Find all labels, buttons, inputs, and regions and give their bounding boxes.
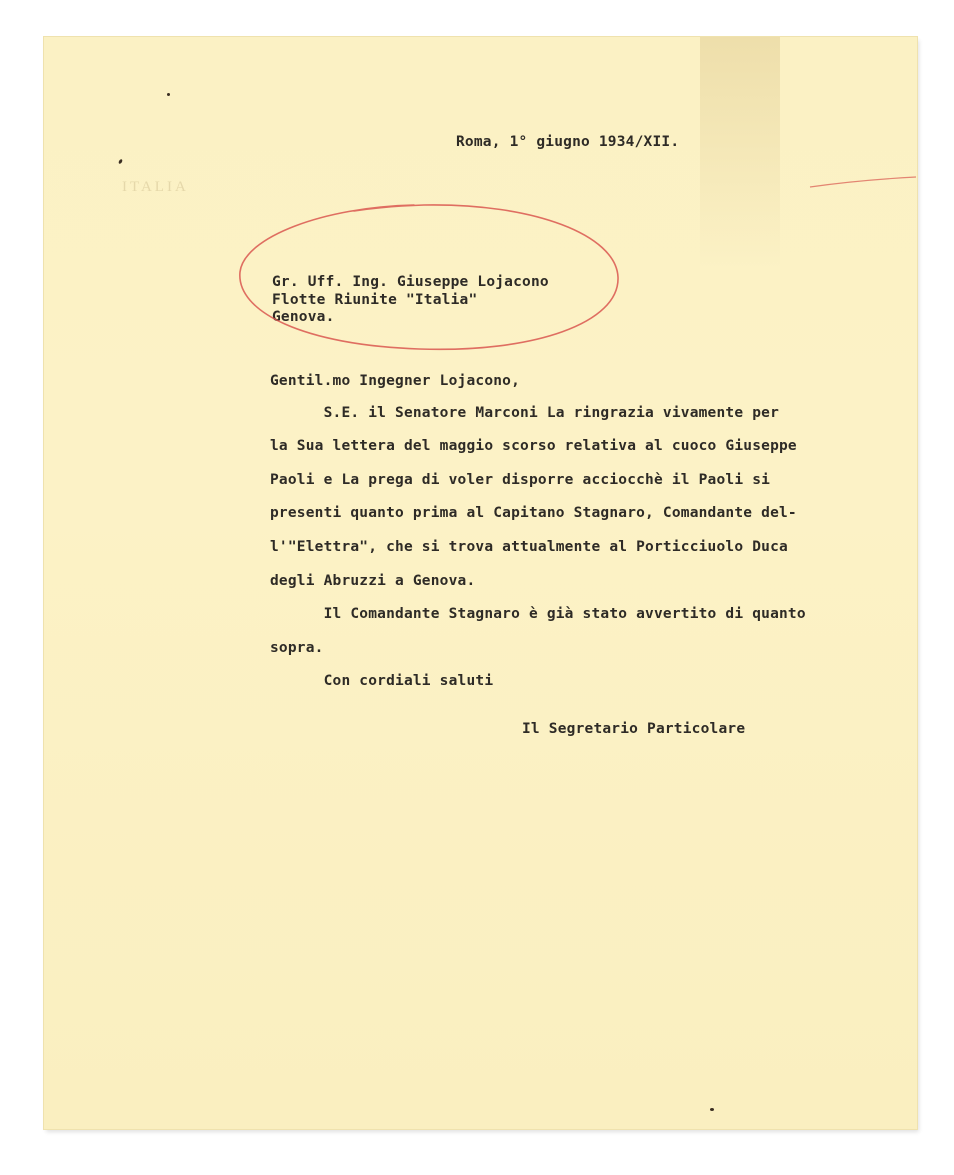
body-line: sopra.	[270, 640, 324, 656]
signature-title: Il Segretario Particolare	[522, 721, 746, 737]
recipient-line-1: Gr. Uff. Ing. Giuseppe Lojacono	[272, 274, 549, 290]
show-through-text: ITALIA	[122, 179, 189, 195]
body-line: S.E. il Senatore Marconi La ringrazia vivamente per	[270, 405, 779, 421]
body-line: presenti quanto prima al Capitano Stagnaro, Comandante del-	[270, 505, 797, 521]
ink-speck	[167, 93, 170, 96]
closing-line: Con cordiali saluti	[270, 673, 494, 689]
body-line: Paoli e La prega di voler disporre acciocchè il Paoli si	[270, 472, 771, 488]
red-pencil-mark	[808, 175, 918, 195]
body-line: la Sua lettera del maggio scorso relativa al cuoco Giuseppe	[270, 438, 797, 454]
ink-speck	[710, 1108, 714, 1111]
letter-page	[44, 37, 917, 1129]
body-line: Il Comandante Stagnaro è già stato avvertito di quanto	[270, 606, 806, 622]
body-line: l'"Elettra", che si trova attualmente al Porticciuolo Duca	[270, 539, 788, 555]
red-pencil-circle	[234, 197, 634, 357]
recipient-line-3: Genova.	[272, 309, 335, 325]
ink-speck	[118, 159, 123, 165]
recipient-line-2: Flotte Riunite "Italia"	[272, 292, 478, 308]
date-line: Roma, 1° giugno 1934/XII.	[456, 134, 680, 150]
body-line: degli Abruzzi a Genova.	[270, 573, 476, 589]
salutation: Gentil.mo Ingegner Lojacono,	[270, 373, 521, 389]
aging-stain	[700, 37, 780, 267]
